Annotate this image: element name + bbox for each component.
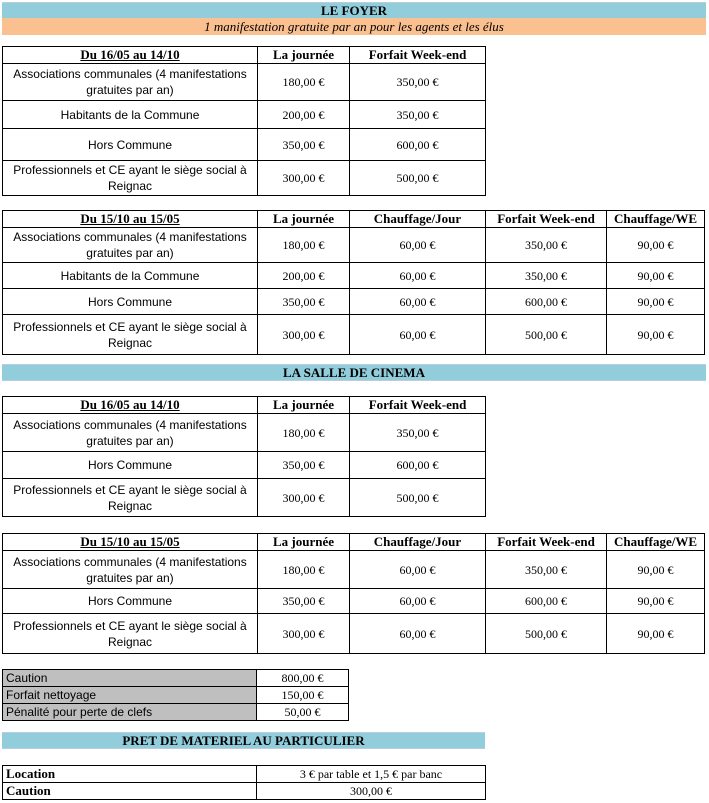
heating-day-price: 60,00 €	[350, 551, 486, 589]
table-row	[3, 101, 486, 129]
weekend-price: 350,00 €	[350, 64, 486, 101]
weekend-price: 600,00 €	[350, 129, 486, 161]
weekend-price: 350,00 €	[486, 263, 607, 289]
table-row	[3, 670, 349, 687]
row-label: Associations communales (4 manifestations gratuites par an)	[3, 551, 258, 589]
weekend-header: Forfait Week-end	[486, 211, 607, 228]
heating-day-price: 60,00 €	[350, 315, 486, 355]
table-row	[3, 263, 705, 289]
heating-day-price: 60,00 €	[350, 228, 486, 263]
weekend-price: 600,00 €	[486, 589, 607, 614]
day-price: 200,00 €	[258, 263, 350, 289]
weekend-price: 600,00 €	[486, 289, 607, 315]
cinema-summer-table	[2, 396, 486, 517]
table-row	[3, 161, 486, 196]
table-row	[3, 414, 486, 452]
table-row	[3, 704, 349, 721]
fee-label: Forfait nettoyage	[3, 687, 257, 704]
weekend-price: 500,00 €	[486, 614, 607, 654]
row-label: Hors Commune	[3, 452, 258, 479]
day-price: 350,00 €	[258, 289, 350, 315]
row-label: Associations communales (4 manifestations gratuites par an)	[3, 228, 258, 263]
day-price: 300,00 €	[258, 161, 350, 196]
weekend-price: 500,00 €	[350, 479, 486, 517]
day-price: 300,00 €	[258, 614, 350, 654]
table-header-row	[3, 211, 705, 228]
table-row	[3, 766, 486, 783]
row-label: Professionnels et CE ayant le siège social à Reignac	[3, 161, 258, 196]
weekend-price: 350,00 €	[486, 551, 607, 589]
day-price: 300,00 €	[258, 315, 350, 355]
foyer-summer-table	[2, 46, 486, 196]
weekend-price: 600,00 €	[350, 452, 486, 479]
fee-label: Caution	[3, 670, 257, 687]
row-label: Professionnels et CE ayant le siège social à Reignac	[3, 315, 258, 355]
fee-label: Pénalité pour perte de clefs	[3, 704, 257, 721]
weekend-price: 350,00 €	[350, 414, 486, 452]
day-header: La journée	[258, 211, 350, 228]
pret-label: Caution	[3, 783, 257, 800]
fee-value: 50,00 €	[257, 704, 349, 721]
table-row	[3, 64, 486, 101]
day-header: La journée	[258, 397, 350, 414]
row-label: Professionnels et CE ayant le siège social à Reignac	[3, 614, 258, 654]
heating-day-header: Chauffage/Jour	[350, 534, 486, 551]
day-price: 350,00 €	[258, 129, 350, 161]
table-row	[3, 687, 349, 704]
heating-day-header: Chauffage/Jour	[350, 211, 486, 228]
cinema-winter-table	[2, 533, 705, 654]
day-price: 300,00 €	[258, 479, 350, 517]
day-header: La journée	[258, 47, 350, 64]
period-header: Du 16/05 au 14/10	[3, 397, 258, 414]
heating-weekend-header: Chauffage/WE	[607, 211, 705, 228]
weekend-price: 350,00 €	[350, 101, 486, 129]
day-price: 180,00 €	[258, 228, 350, 263]
heating-weekend-price: 90,00 €	[607, 228, 705, 263]
period-header: Du 15/10 au 15/05	[3, 211, 258, 228]
table-header-row	[3, 47, 486, 64]
table-row	[3, 289, 705, 315]
row-label: Professionnels et CE ayant le siège social à Reignac	[3, 479, 258, 517]
day-price: 350,00 €	[258, 452, 350, 479]
day-price: 200,00 €	[258, 101, 350, 129]
row-label: Hors Commune	[3, 289, 258, 315]
day-price: 180,00 €	[258, 551, 350, 589]
fee-value: 800,00 €	[257, 670, 349, 687]
foyer-winter-table	[2, 210, 705, 355]
heating-day-price: 60,00 €	[350, 589, 486, 614]
heating-weekend-price: 90,00 €	[607, 263, 705, 289]
weekend-header: Forfait Week-end	[486, 534, 607, 551]
row-label: Habitants de la Commune	[3, 263, 258, 289]
day-price: 180,00 €	[258, 64, 350, 101]
table-row	[3, 228, 705, 263]
day-price: 350,00 €	[258, 589, 350, 614]
heating-weekend-price: 90,00 €	[607, 589, 705, 614]
weekend-header: Forfait Week-end	[350, 47, 486, 64]
row-label: Hors Commune	[3, 129, 258, 161]
day-price: 180,00 €	[258, 414, 350, 452]
weekend-price: 500,00 €	[350, 161, 486, 196]
fee-value: 150,00 €	[257, 687, 349, 704]
heating-weekend-price: 90,00 €	[607, 614, 705, 654]
table-row	[3, 783, 486, 800]
day-header: La journée	[258, 534, 350, 551]
weekend-price: 350,00 €	[486, 228, 607, 263]
foyer-title: LE FOYER	[2, 2, 706, 19]
table-header-row	[3, 534, 705, 551]
table-row	[3, 589, 705, 614]
heating-day-price: 60,00 €	[350, 263, 486, 289]
table-row	[3, 614, 705, 654]
weekend-header: Forfait Week-end	[350, 397, 486, 414]
table-header-row	[3, 397, 486, 414]
row-label: Hors Commune	[3, 589, 258, 614]
row-label: Associations communales (4 manifestations gratuites par an)	[3, 64, 258, 101]
row-label: Associations communales (4 manifestations gratuites par an)	[3, 414, 258, 452]
weekend-price: 500,00 €	[486, 315, 607, 355]
period-header: Du 16/05 au 14/10	[3, 47, 258, 64]
cinema-title: LA SALLE DE CINEMA	[2, 364, 706, 381]
table-row	[3, 479, 486, 517]
foyer-subtitle: 1 manifestation gratuite par an pour les agents et les élus	[2, 18, 706, 35]
row-label: Habitants de la Commune	[3, 101, 258, 129]
period-header: Du 15/10 au 15/05	[3, 534, 258, 551]
pret-title: PRET DE MATERIEL AU PARTICULIER	[2, 732, 485, 749]
pret-label: Location	[3, 766, 257, 783]
table-row	[3, 315, 705, 355]
heating-day-price: 60,00 €	[350, 614, 486, 654]
table-row	[3, 551, 705, 589]
heating-day-price: 60,00 €	[350, 289, 486, 315]
heating-weekend-header: Chauffage/WE	[607, 534, 705, 551]
heating-weekend-price: 90,00 €	[607, 551, 705, 589]
table-row	[3, 129, 486, 161]
pret-value: 300,00 €	[257, 783, 486, 800]
pret-value: 3 € par table et 1,5 € par banc	[257, 766, 486, 783]
heating-weekend-price: 90,00 €	[607, 315, 705, 355]
fees-table	[2, 669, 349, 721]
table-row	[3, 452, 486, 479]
heating-weekend-price: 90,00 €	[607, 289, 705, 315]
pret-table	[2, 765, 486, 800]
